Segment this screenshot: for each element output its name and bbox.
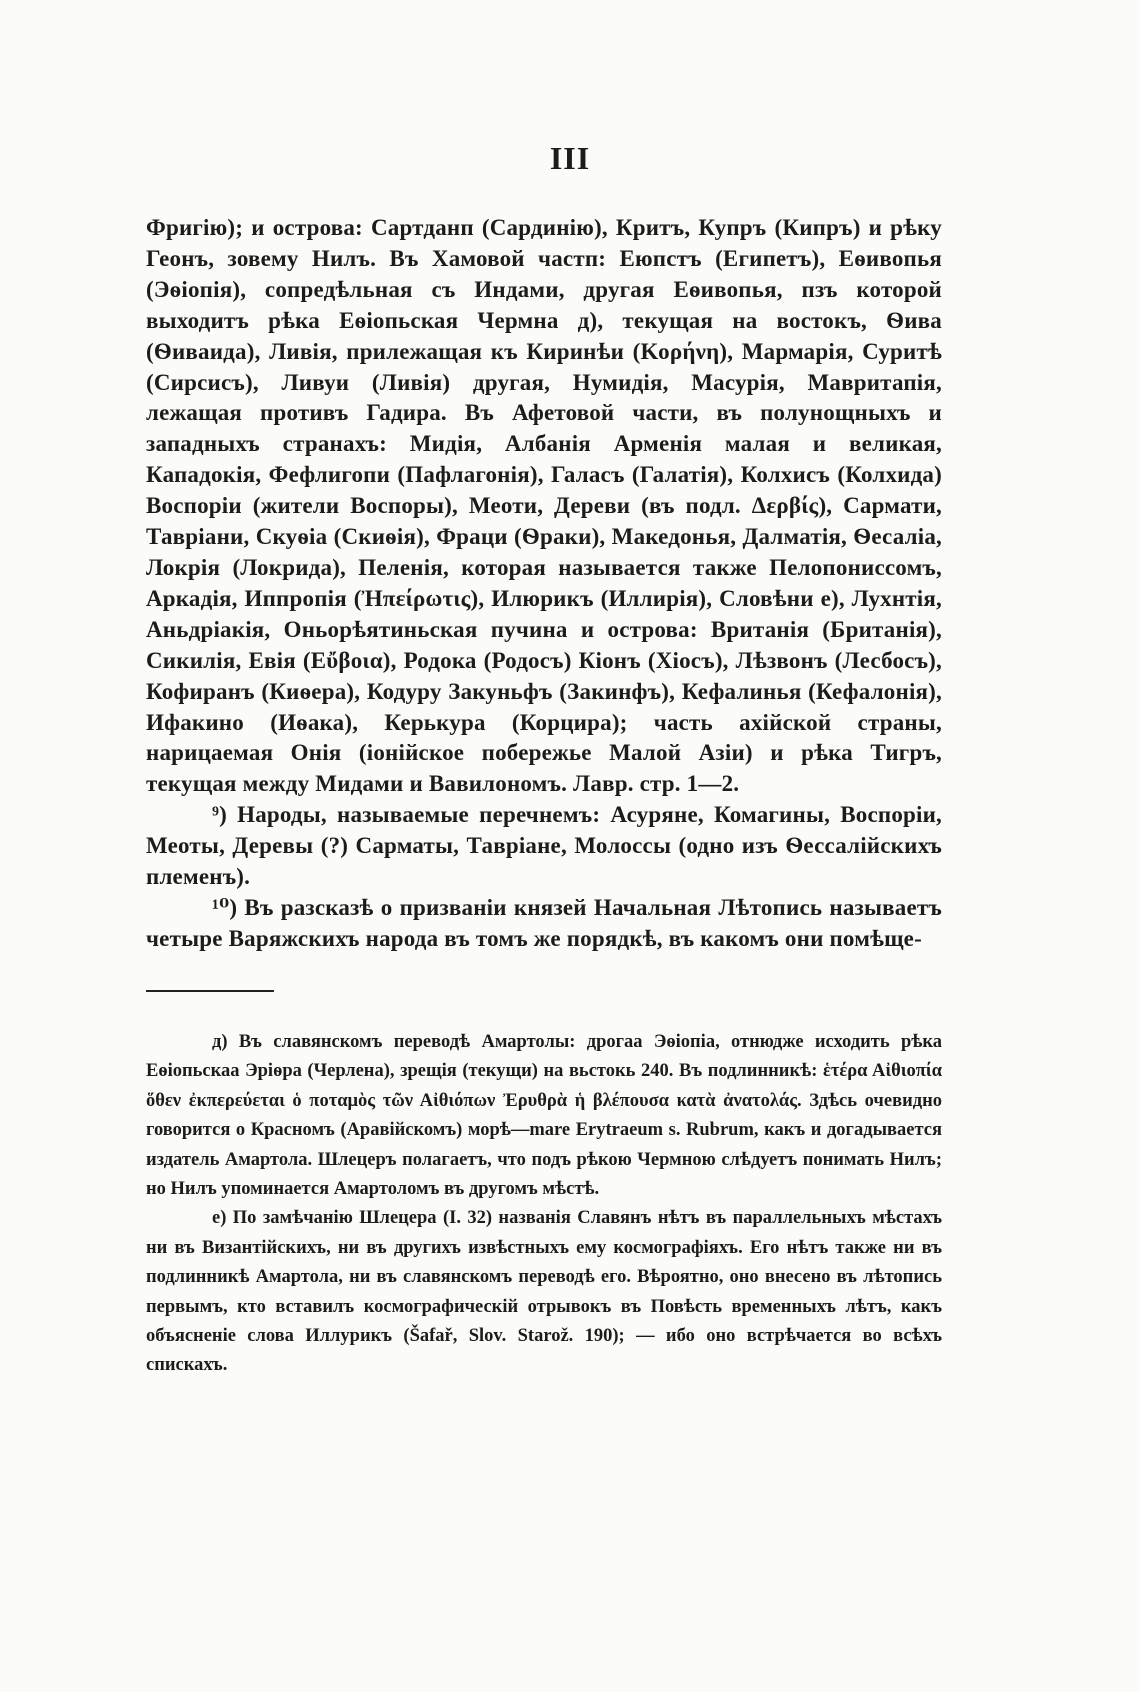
body-paragraph-note-9: ⁹) Народы, называемые перечнемъ: Асуряне, Комагины, Воспоріи, Меоты, Деревы (?) Сарматы, Тавріане, Молоссы (одно изъ Ѳессалійскихъ племенъ). [146, 802, 942, 890]
footnote-e: е) По замѣчанію Шлецера (I. 32) названія Славянъ нѣтъ въ параллельныхъ мѣстахъ ни въ Византійскихъ, ни въ другихъ извѣстныхъ ему космографіяхъ. Его нѣтъ также ни въ подлинникѣ Амартола, ни въ славянскомъ переводѣ его. Вѣроятно, оно внесено въ лѣтопись первымъ, кто вставилъ космографическій отрывокъ въ Повѣсть временныхъ лѣтъ, какъ объясненіе слова Иллурикъ (Šafař, Slov. Starož. 190); — ибо оно встрѣчается во всѣхъ спискахъ. [146, 1208, 942, 1376]
footnote-separator [146, 990, 274, 992]
page-number: III [549, 140, 591, 176]
footnotes [146, 1028, 942, 1381]
body-paragraph-1: Фригію); и острова: Сартданп (Сардинію), Критъ, Купръ (Кипръ) и рѣку Геонъ, зовему Нилъ. Въ Хамовой частп: Еюпстъ (Египетъ), Еѳивопья (Эѳіопія), сопредѣльная съ Индами, другая Еѳивопья, пзъ которой выходитъ рѣка Еѳіопьская Чермна д), текущая на востокъ, Ѳива (Ѳиваида), Ливія, прилежащая къ Киринѣи (Κορήνη), Мармарія, Суритѣ (Сирсисъ), Ливуи (Ливія) другая, Нумидія, Масурія, Мавритапія, лежащая противъ Гадира. Въ Афетовой части, въ полунощныхъ и западныхъ странахъ: Мидія, Албанія Арменія малая и великая, Кападокія, Фефлигопи (Пафлагонія), Галасъ (Галатія), Колхисъ (Колхида) Воспоріи (жители Воспоры), Меоти, Дереви (въ подл. Δερβίς), Сармати, Тавріани, Скуѳіа (Скиѳія), Фраци (Ѳраки), Македонья, Далматія, Ѳесаліа, Локрія (Локрида), Пеленія, которая называется также Пелопониссомъ, Аркадія, Иппропія (Ἠπείρωτις), Илюрикъ (Иллирія), Словѣни е), Лухнтія, Аньдріакія, Оньорѣятиньская пучина и острова: Вританія (Британія), Сикилія, Евія (Εὔβοια), Родока (Родосъ) Кіонъ (Хіосъ), Лѣзвонъ (Лесбосъ), Кофиранъ (Киѳера), Кодуру Закуньфъ (Закинфъ), Кефалинья (Кефалонія), Ифакино (Иѳака), Керькура (Корцира); часть ахійской страны, нарицаемая Онія (іонійское побережье Малой Азіи) и рѣка Тигръ, текущая между Мидами и Вавилономъ. Лавр. стр. 1—2. [146, 215, 942, 797]
footnote-d: д) Въ славянскомъ переводѣ Амартолы: дрогаа Эѳіопіа, отнюдже исходить рѣка Еѳіопьскаа Эріѳра (Черлена), зрещія (текущи) на вьстокь 240. Въ подлинникѣ: ἑτέρα Αἰθιοπία ὅθεν ἐκπερεύεται ὁ ποταμὸς τῶν Αἰθιόπων Ἐρυθρὰ ἡ βλέπουσα κατὰ ἀνατολάς. Здѣсь очевидно говорится о Красномъ (Аравійскомъ) морѣ—mare Erytraeum s. Rubrum, какъ и догадывается издатель Амартола. Шлецеръ полагаетъ, что подъ рѣкою Чермною слѣдуетъ понимать Нилъ; но Нилъ упоминается Амартоломъ въ другомъ мѣстѣ. [146, 1032, 942, 1200]
body-paragraph-note-10: ¹⁰) Въ разсказѣ о призваніи князей Начальная Лѣтопись называетъ четыре Варяжскихъ народа въ томъ же порядкѣ, въ какомъ они помѣще- [146, 894, 942, 951]
main-text [146, 213, 942, 955]
